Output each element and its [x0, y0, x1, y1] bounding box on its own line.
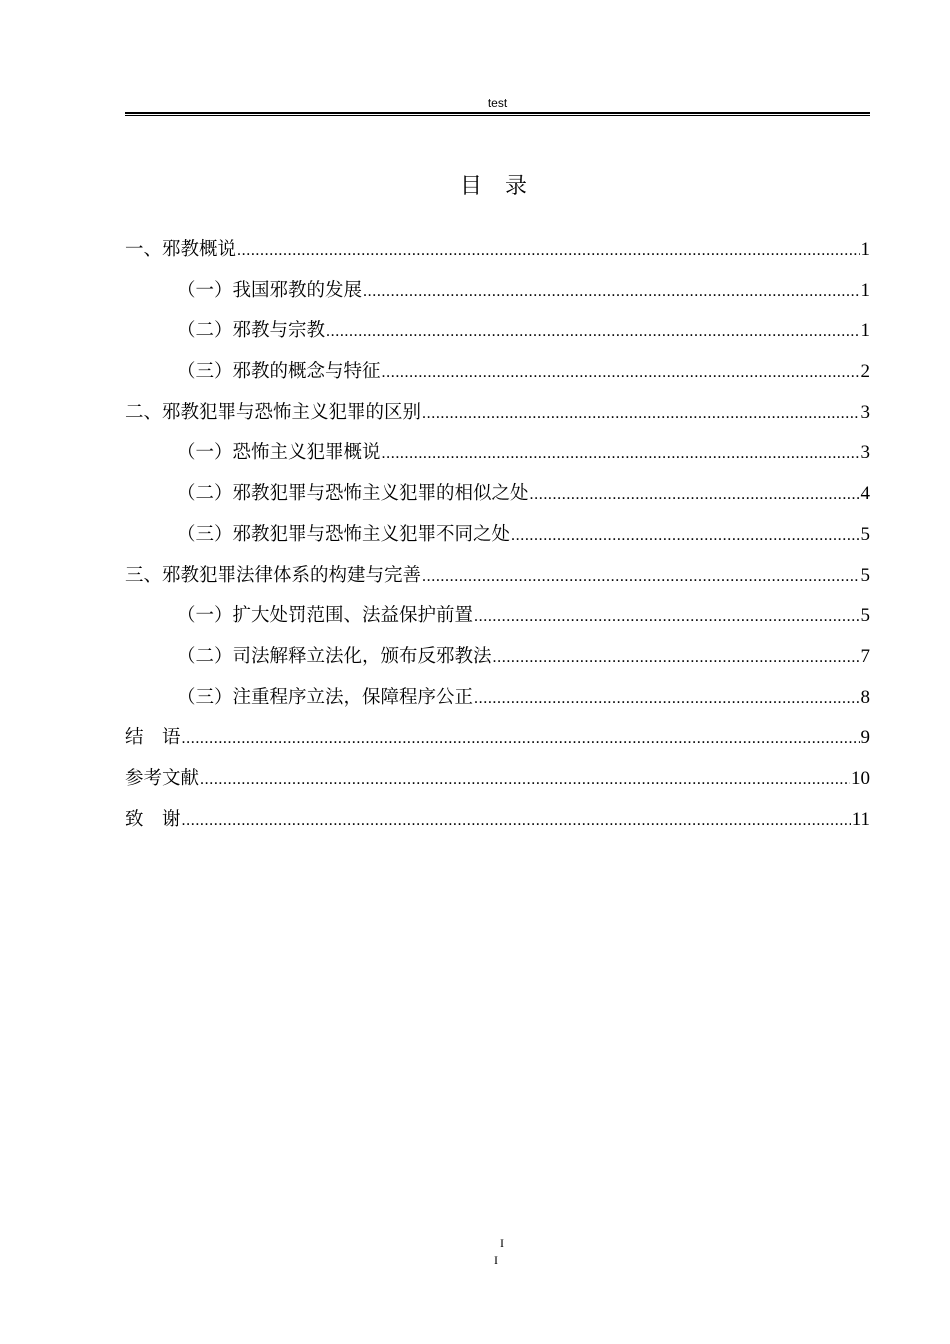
toc-entry-label: （一）我国邪教的发展	[177, 279, 363, 301]
header-rule	[125, 112, 870, 114]
toc-entry-label: （三）注重程序立法，保障程序公正	[177, 686, 474, 708]
toc-entry-page: 10	[851, 767, 870, 789]
toc-entry-label: 一、邪教概说	[125, 239, 237, 260]
toc-entry-label: （一）扩大处罚范围、法益保护前置	[177, 605, 474, 627]
toc-entry[interactable]	[125, 439, 870, 480]
toc-entry-page: 9	[860, 727, 870, 749]
toc-entry[interactable]	[125, 358, 870, 399]
toc-entry[interactable]	[125, 480, 870, 521]
page-header: test	[487, 96, 508, 110]
toc-leader-dots	[422, 563, 859, 591]
toc-leader-dots	[326, 318, 859, 346]
toc-entry-page: 11	[851, 808, 870, 830]
toc-entry-label: 二、邪教犯罪与恐怖主义犯罪的区别	[125, 401, 422, 423]
toc-leader-dots	[182, 807, 851, 835]
page-number-roman-secondary: I	[494, 1253, 498, 1267]
toc-entry[interactable]	[125, 317, 870, 358]
toc-entry[interactable]	[125, 724, 870, 765]
toc-entry-page: 5	[860, 523, 870, 545]
toc-entry-label: （二）邪教与宗教	[177, 320, 326, 342]
toc-entry-page: 4	[860, 483, 870, 505]
toc-entry-label: 致 谢	[125, 808, 181, 830]
toc-entry-label: （三）邪教的概念与特征	[177, 361, 381, 383]
toc-entry[interactable]	[125, 765, 870, 806]
toc-entry-page: 1	[860, 279, 870, 301]
toc-entry[interactable]	[125, 521, 870, 562]
table-of-contents	[125, 236, 870, 846]
toc-leader-dots	[363, 278, 859, 306]
toc-entry-page: 3	[860, 401, 870, 423]
toc-leader-dots	[493, 644, 860, 672]
toc-entry-page: 8	[860, 686, 870, 708]
toc-leader-dots	[237, 237, 859, 265]
toc-entry-label: 参考文献	[125, 767, 200, 789]
toc-entry-label: 结 语	[125, 727, 181, 749]
toc-leader-dots	[511, 522, 859, 550]
toc-entry[interactable]	[125, 684, 870, 725]
toc-entry[interactable]	[125, 562, 870, 603]
toc-entry[interactable]	[125, 806, 870, 847]
toc-entry-page: 1	[860, 320, 870, 342]
toc-leader-dots	[422, 400, 859, 428]
toc-entry-page: 2	[860, 361, 870, 383]
toc-entry-page: 3	[860, 442, 870, 464]
toc-leader-dots	[474, 685, 859, 713]
toc-entry[interactable]	[125, 277, 870, 318]
toc-entry-label: （三）邪教犯罪与恐怖主义犯罪不同之处	[177, 523, 511, 545]
toc-entry[interactable]	[125, 602, 870, 643]
toc-entry-label: （一）恐怖主义犯罪概说	[177, 442, 381, 464]
toc-leader-dots	[182, 725, 860, 753]
toc-entry-page: 7	[860, 645, 870, 667]
toc-entry-label: （二）司法解释立法化，颁布反邪教法	[177, 645, 492, 667]
toc-leader-dots	[530, 481, 860, 509]
header-rule-thin	[125, 115, 870, 116]
toc-entry[interactable]	[125, 399, 870, 440]
toc-leader-dots	[382, 359, 860, 387]
toc-title: 目 录	[460, 174, 535, 199]
toc-leader-dots	[382, 440, 860, 468]
page-number-roman: I	[500, 1236, 504, 1250]
toc-entry-page: 1	[860, 239, 870, 260]
toc-leader-dots	[474, 603, 859, 631]
toc-entry[interactable]	[125, 643, 870, 684]
toc-entry[interactable]	[125, 236, 870, 277]
toc-entry-page: 5	[860, 564, 870, 586]
toc-entry-label: （二）邪教犯罪与恐怖主义犯罪的相似之处	[177, 483, 529, 505]
toc-leader-dots	[200, 766, 850, 794]
toc-entry-page: 5	[860, 605, 870, 627]
toc-entry-label: 三、邪教犯罪法律体系的构建与完善	[125, 564, 422, 586]
